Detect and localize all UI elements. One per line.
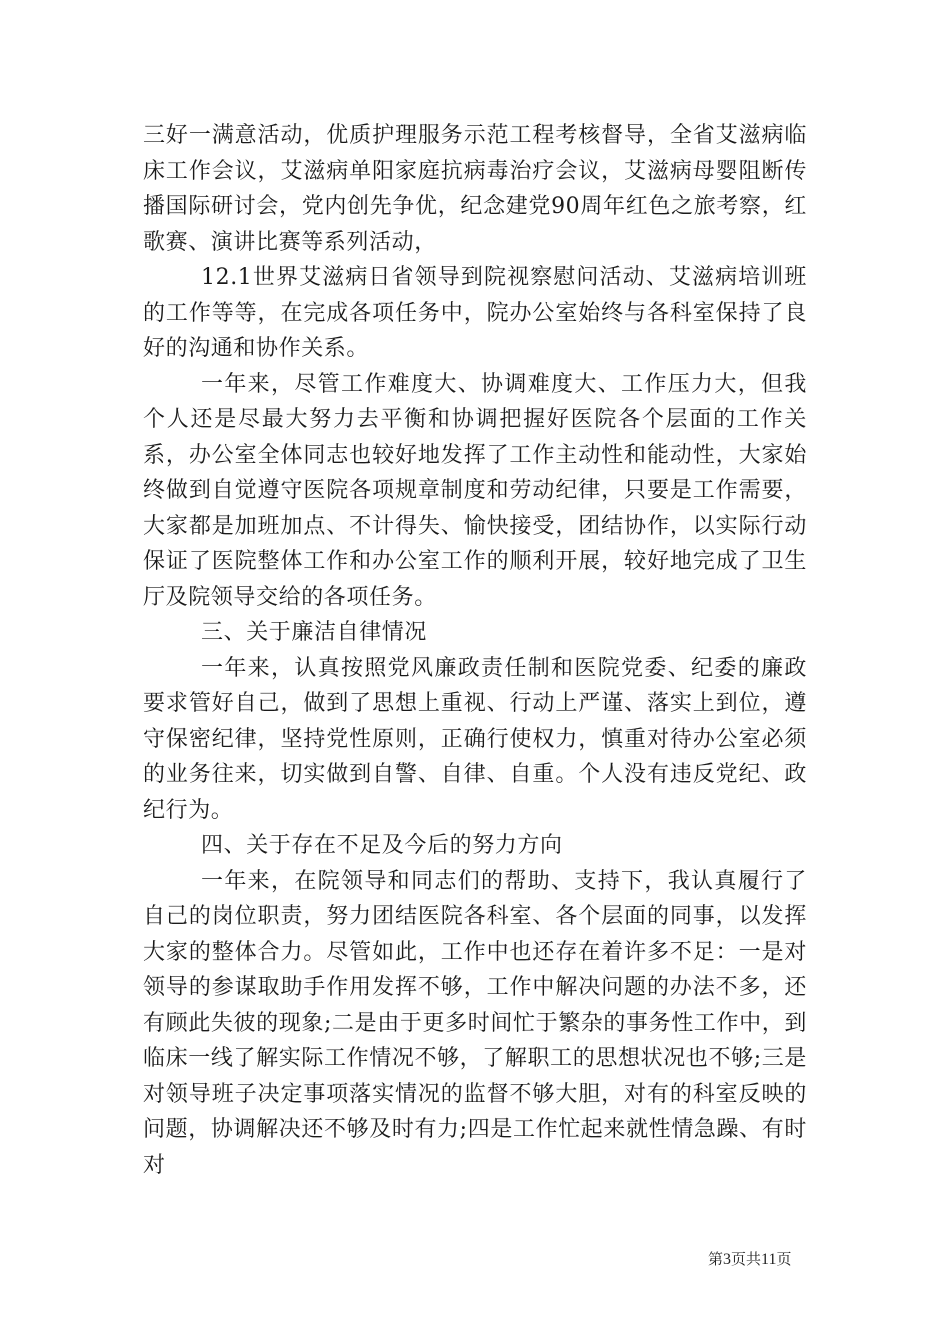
current-page-number: 3 [723,1251,732,1268]
paragraph-5: 一年来，认真按照党风廉政责任制和医院党委、纪委的廉政要求管好自己，做到了思想上重视、行动上严谨、落实上到位，遵守保密纪律，坚持党性原则，正确行使权力，慎重对待办公室必须的业务往来，切实做到自警、自律、自重。个人没有违反党纪、政纪行为。 [143,655,807,823]
paragraph-3: 一年来，尽管工作难度大、协调难度大、工作压力大，但我个人还是尽最大努力去平衡和协调把握好医院各个层面的工作关系，办公室全体同志也较好地发挥了工作主动性和能动性，大家始终做到自觉遵守医院各项规章制度和劳动纪律，只要是工作需要，大家都是加班加点、不计得失、愉快接受，团结协作，以实际行动保证了医院整体工作和办公室工作的顺利开展，较好地完成了卫生厅及院领导交给的各项任务。 [143,371,807,610]
document-body [143,118,807,1183]
footer-prefix: 第 [708,1250,724,1268]
footer-suffix: 页 [776,1250,792,1268]
footer-middle: 页共 [731,1250,762,1268]
paragraph-1: 三好一满意活动，优质护理服务示范工程考核督导，全省艾滋病临床工作会议，艾滋病单阳家庭抗病毒治疗会议，艾滋病母婴阻断传播国际研讨会，党内创先争优，纪念建党90周年红色之旅考察，红歌赛、演讲比赛等系列活动， [143,123,807,255]
total-pages-number: 11 [761,1251,777,1268]
paragraph-2: 12.1世界艾滋病日省领导到院视察慰问活动、艾滋病培训班的工作等等，在完成各项任务中，院办公室始终与各科室保持了良好的沟通和协作关系。 [143,265,807,361]
section-heading-3: 三、关于廉洁自律情况 [201,620,428,645]
page-number-footer [708,1248,791,1269]
paragraph-7: 一年来，在院领导和同志们的帮助、支持下，我认真履行了自己的岗位职责，努力团结医院各科室、各个层面的同事，以发挥大家的整体合力。尽管如此，工作中也还存在着许多不足：一是对领导的参谋取助手作用发挥不够，工作中解决问题的办法不多，还有顾此失彼的现象;二是由于更多时间忙于繁杂的事务性工作中，到临床一线了解实际工作情况不够，了解职工的思想状况也不够;三是对领导班子决定事项落实情况的监督不够大胆，对有的科室反映的问题，协调解决还不够及时有力;四是工作忙起来就性情急躁、有时对 [143,868,807,1178]
section-heading-4: 四、关于存在不足及今后的努力方向 [201,833,563,858]
